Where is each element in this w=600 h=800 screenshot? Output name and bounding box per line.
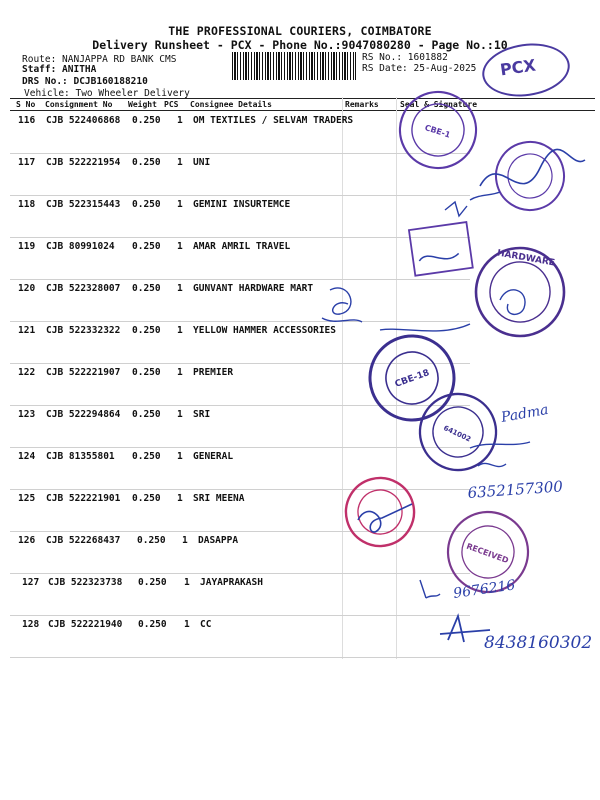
row-sno: 120 bbox=[18, 283, 36, 294]
amar-stamp bbox=[409, 222, 473, 276]
row-sno: 117 bbox=[18, 157, 36, 168]
row-weight: 0.250 bbox=[138, 619, 167, 630]
svg-text:641002: 641002 bbox=[442, 424, 473, 444]
row-consignment: CJB 522323738 bbox=[48, 577, 123, 588]
row-weight: 0.250 bbox=[132, 409, 161, 420]
row-consignee: JAYAPRAKASH bbox=[200, 577, 263, 588]
padma-handwriting: Padma bbox=[499, 401, 550, 426]
row-pcs: 1 bbox=[177, 157, 183, 168]
row-weight: 0.250 bbox=[132, 115, 161, 126]
row-consignment: CJB 522294864 bbox=[46, 409, 121, 420]
row-sno: 123 bbox=[18, 409, 36, 420]
row-pcs: 1 bbox=[184, 577, 190, 588]
row-sno: 126 bbox=[18, 535, 36, 546]
row-consignee: SRI MEENA bbox=[193, 493, 245, 504]
col-consignee: Consignee Details bbox=[190, 100, 272, 109]
rs-date: RS Date: 25-Aug-2025 bbox=[362, 63, 477, 74]
row-consignee: GENERAL bbox=[193, 451, 234, 462]
row-sno: 127 bbox=[22, 577, 40, 588]
row-weight: 0.250 bbox=[132, 199, 161, 210]
row-pcs: 1 bbox=[177, 283, 183, 294]
staff-label: Staff: ANITHA bbox=[22, 64, 97, 75]
row-pcs: 1 bbox=[177, 241, 183, 252]
row-pcs: 1 bbox=[177, 199, 183, 210]
col-weight: Weight bbox=[128, 100, 157, 109]
row-sno: 116 bbox=[18, 115, 36, 126]
row-pcs: 1 bbox=[177, 451, 183, 462]
row-weight: 0.250 bbox=[138, 577, 167, 588]
col-remarks: Remarks bbox=[345, 100, 379, 109]
row-sno: 121 bbox=[18, 325, 36, 336]
row-pcs: 1 bbox=[177, 493, 183, 504]
row-consignee: AMAR AMRIL TRAVEL bbox=[193, 241, 291, 252]
row-consignee: GUNVANT HARDWARE MART bbox=[193, 283, 314, 294]
row-consignment: CJB 522221940 bbox=[48, 619, 123, 630]
om-textiles-stamp bbox=[390, 82, 486, 178]
row-consignee: UNI bbox=[193, 157, 211, 168]
row-weight: 0.250 bbox=[132, 451, 161, 462]
row-sno: 124 bbox=[18, 451, 36, 462]
sri-meena-stamp bbox=[338, 470, 421, 553]
rs-number: RS No.: 1601882 bbox=[362, 52, 448, 63]
row-consignment: CJB 522328007 bbox=[46, 283, 121, 294]
gemini-signature bbox=[445, 192, 500, 216]
phone-handwriting-1: 6352157300 bbox=[467, 477, 564, 502]
row-weight: 0.250 bbox=[137, 535, 166, 546]
drs-label: DRS No.: DCJB160188210 bbox=[22, 76, 148, 87]
sri-stamp bbox=[408, 382, 509, 483]
pcx-stamp-text: PCX bbox=[498, 55, 537, 80]
page-title: THE PROFESSIONAL COURIERS, COIMBATORE bbox=[168, 24, 432, 38]
cc-signature bbox=[440, 616, 490, 642]
row-consignee: GEMINI INSURTEMCE bbox=[193, 199, 291, 210]
svg-text:HARDWARE: HARDWARE bbox=[496, 248, 556, 269]
col-pcs: PCS bbox=[164, 100, 179, 109]
row-consignment: CJB 522221907 bbox=[46, 367, 121, 378]
row-weight: 0.250 bbox=[132, 283, 161, 294]
row-consignment: CJB 80991024 bbox=[46, 241, 115, 252]
col-consignment: Consignment No bbox=[45, 100, 113, 109]
svg-text:CBE-1: CBE-1 bbox=[423, 123, 452, 140]
row-consignment: CJB 522221954 bbox=[46, 157, 121, 168]
row-sno: 122 bbox=[18, 367, 36, 378]
col-seal: Seal & Signature bbox=[400, 100, 478, 109]
row-weight: 0.250 bbox=[132, 241, 161, 252]
row-consignee: SRI bbox=[193, 409, 211, 420]
vehicle-label: Vehicle: Two Wheeler Delivery bbox=[24, 88, 190, 99]
row-consignment: CJB 81355801 bbox=[46, 451, 115, 462]
row-sno: 128 bbox=[22, 619, 40, 630]
premier-stamp bbox=[358, 324, 466, 432]
gunvant-signature bbox=[500, 290, 525, 315]
yellow-hammer-signature bbox=[322, 288, 470, 331]
row-consignment: CJB 522332322 bbox=[46, 325, 121, 336]
row-pcs: 1 bbox=[177, 325, 183, 336]
page-subtitle: Delivery Runsheet - PCX - Phone No.:9047080280 - Page No.:10 bbox=[92, 38, 508, 52]
row-consignment: CJB 522268437 bbox=[46, 535, 121, 546]
route-label: Route: NANJAPPA RD BANK CMS bbox=[22, 54, 177, 65]
row-consignee: PREMIER bbox=[193, 367, 234, 378]
row-pcs: 1 bbox=[184, 619, 190, 630]
row-pcs: 1 bbox=[177, 409, 183, 420]
phone-handwriting-3: 8438160302 bbox=[484, 633, 593, 653]
row-sno: 118 bbox=[18, 199, 36, 210]
row-consignee: DASAPPA bbox=[198, 535, 239, 546]
row-consignee: YELLOW HAMMER ACCESSORIES bbox=[193, 325, 336, 336]
phone-handwriting-2: 9676216 bbox=[452, 577, 517, 602]
row-pcs: 1 bbox=[177, 367, 183, 378]
row-sno: 125 bbox=[18, 493, 36, 504]
row-pcs: 1 bbox=[177, 115, 183, 126]
row-weight: 0.250 bbox=[132, 325, 161, 336]
row-consignment: CJB 522221901 bbox=[46, 493, 121, 504]
row-sno: 119 bbox=[18, 241, 36, 252]
svg-text:CBE-18: CBE-18 bbox=[393, 368, 431, 390]
row-consignment: CJB 522406868 bbox=[46, 115, 121, 126]
row-weight: 0.250 bbox=[132, 493, 161, 504]
row-consignment: CJB 522315443 bbox=[46, 199, 121, 210]
row-pcs: 1 bbox=[182, 535, 188, 546]
row-weight: 0.250 bbox=[132, 157, 161, 168]
sri-meena-signature bbox=[358, 504, 412, 532]
row-consignee: CC bbox=[200, 619, 212, 630]
row-consignee: OM TEXTILES / SELVAM TRADERS bbox=[193, 115, 354, 126]
svg-text:RECEIVED: RECEIVED bbox=[465, 541, 510, 566]
col-sno: S No bbox=[16, 100, 36, 109]
row-weight: 0.250 bbox=[132, 367, 161, 378]
jayaprakash-signature bbox=[420, 580, 440, 598]
